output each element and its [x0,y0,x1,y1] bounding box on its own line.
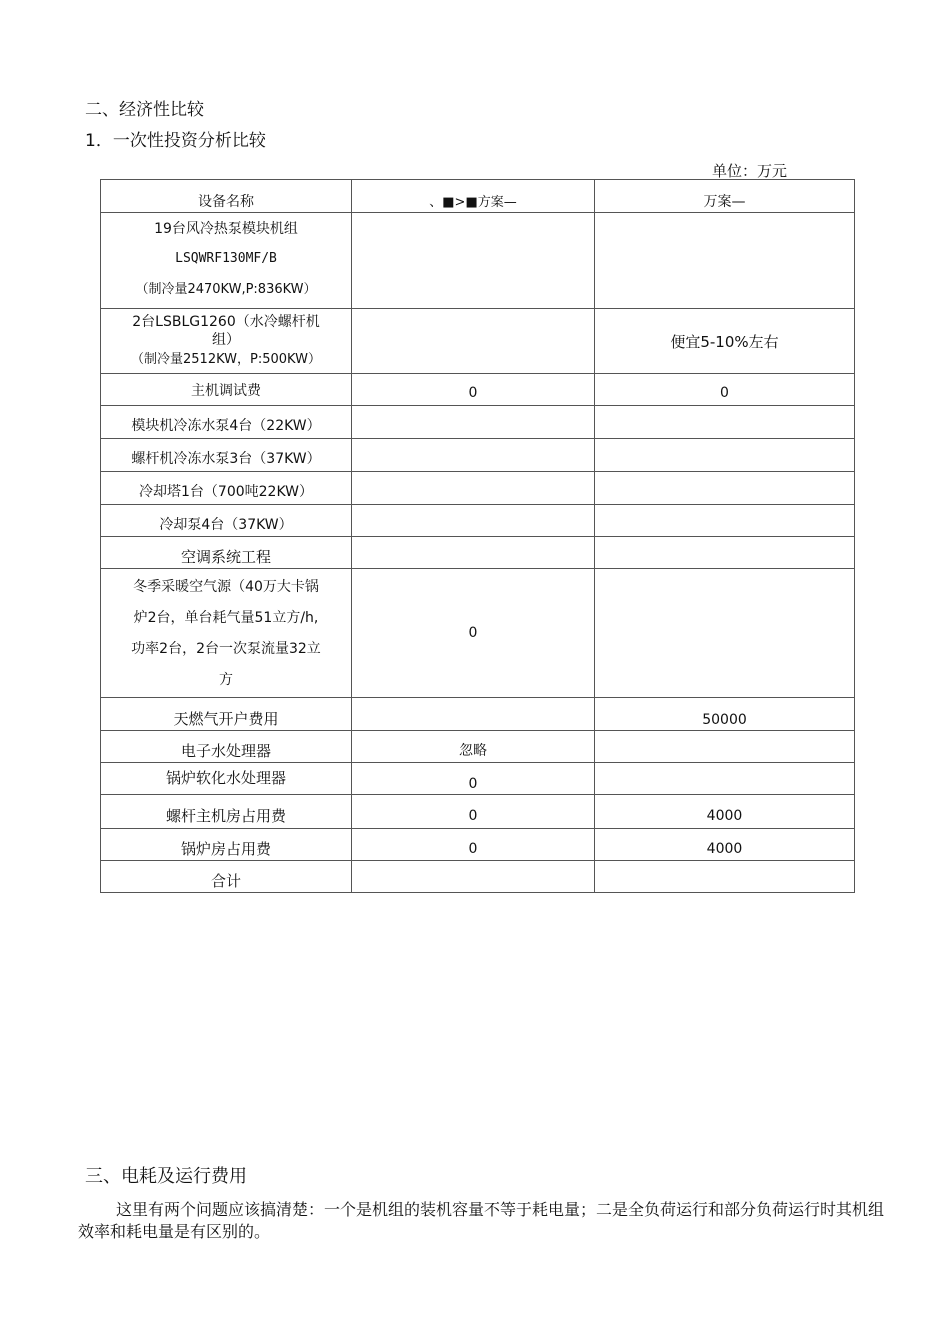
table-total-row [101,861,855,893]
row-name-line: （制冷量2512KW，P:500KW） [131,352,321,367]
header-plan-2: 万案— [595,180,855,213]
table-row [101,763,855,795]
unit-label: 单位：万元 [712,162,788,180]
subsection-1-title: 1．一次性投资分析比较 [85,131,266,151]
table-row [101,829,855,861]
row-plan-2-value [595,439,855,472]
row-plan-1-value: 0 [352,374,595,406]
row-name: 冷却泵4台（37KW） [101,505,352,537]
table-row [101,698,855,731]
row-plan-1-value: 0 [352,763,595,795]
row-plan-1-value: 0 [352,795,595,829]
row-plan-2-value [595,537,855,569]
row-name: 锅炉软化水处理器 [101,763,352,795]
row-plan-2-value: 0 [595,374,855,406]
row-plan-1-value [352,406,595,439]
row-plan-1-value [352,537,595,569]
row-name-line: 功率2台，2台一次泵流量32立 [131,641,321,657]
row-plan-1-value: 忽略 [352,731,595,763]
row-name-line: （制冷量2470KW,P:836KW） [135,282,317,297]
row-plan-1-value [352,309,595,374]
table-row [101,439,855,472]
row-name: 螺杆主机房占用费 [101,795,352,829]
row-name: 主机调试费 [101,374,352,406]
row-plan-1-value [352,698,595,731]
row-plan-1-total [352,861,595,893]
header-plan-1: 、■>■方案— [352,180,595,213]
table-row [101,569,855,698]
row-name-line: 2台LSBLG1260（水冷螺杆机 [132,314,320,330]
table-header-row [101,180,855,213]
row-name-line: LSQWRF130MF/B [175,251,277,266]
table-row [101,472,855,505]
table-row [101,309,855,374]
table-row [101,505,855,537]
row-name-total: 合计 [101,861,352,893]
table-row [101,537,855,569]
header-equipment-name: 设备名称 [101,180,352,213]
row-plan-2-value: 4000 [595,795,855,829]
row-name: 电子水处理器 [101,731,352,763]
row-plan-2-value [595,472,855,505]
row-name: 天燃气开户费用 [101,698,352,731]
row-plan-2-value [595,569,855,698]
row-plan-2-total [595,861,855,893]
row-name: 冷却塔1台（700吨22KW） [101,472,352,505]
row-name: 空调系统工程 [101,537,352,569]
section-2-title: 二、经济性比较 [85,100,204,120]
row-name-line: 冬季采暖空气源（40万大卡锅 [133,579,319,595]
row-name-line: 炉2台，单台耗气量51立方/h, [133,610,319,626]
table-row [101,374,855,406]
row-plan-2-value [595,731,855,763]
row-plan-2-value [595,505,855,537]
table-row [101,731,855,763]
row-name [101,309,352,374]
row-name [101,213,352,309]
table-row [101,795,855,829]
row-name-line: 方 [219,672,233,688]
section-3-paragraph: 这里有两个问题应该搞清楚：一个是机组的装机容量不等于耗电量；二是全负荷运行和部分负荷运行时其机组效率和耗电量是有区别的。 [78,1200,885,1241]
row-plan-2-value: 4000 [595,829,855,861]
row-name [101,569,352,698]
row-plan-2-value [595,406,855,439]
row-name: 模块机冷冻水泵4台（22KW） [101,406,352,439]
row-plan-1-value: 0 [352,829,595,861]
row-plan-1-value [352,472,595,505]
row-plan-2-value: 便宜5-10%左右 [595,309,855,374]
row-plan-2-value: 50000 [595,698,855,731]
section-3-title: 三、电耗及运行费用 [85,1166,247,1187]
row-plan-1-value [352,505,595,537]
row-plan-1-value: 0 [352,569,595,698]
row-name-line: 19台风冷热泵模块机组 [154,221,298,237]
row-name-line: 组） [212,332,240,348]
row-plan-1-value [352,213,595,309]
row-plan-2-value [595,763,855,795]
investment-comparison-table [100,179,855,893]
row-name: 锅炉房占用费 [101,829,352,861]
row-name: 螺杆机冷冻水泵3台（37KW） [101,439,352,472]
row-plan-2-value [595,213,855,309]
table-row [101,213,855,309]
row-plan-1-value [352,439,595,472]
table-row [101,406,855,439]
